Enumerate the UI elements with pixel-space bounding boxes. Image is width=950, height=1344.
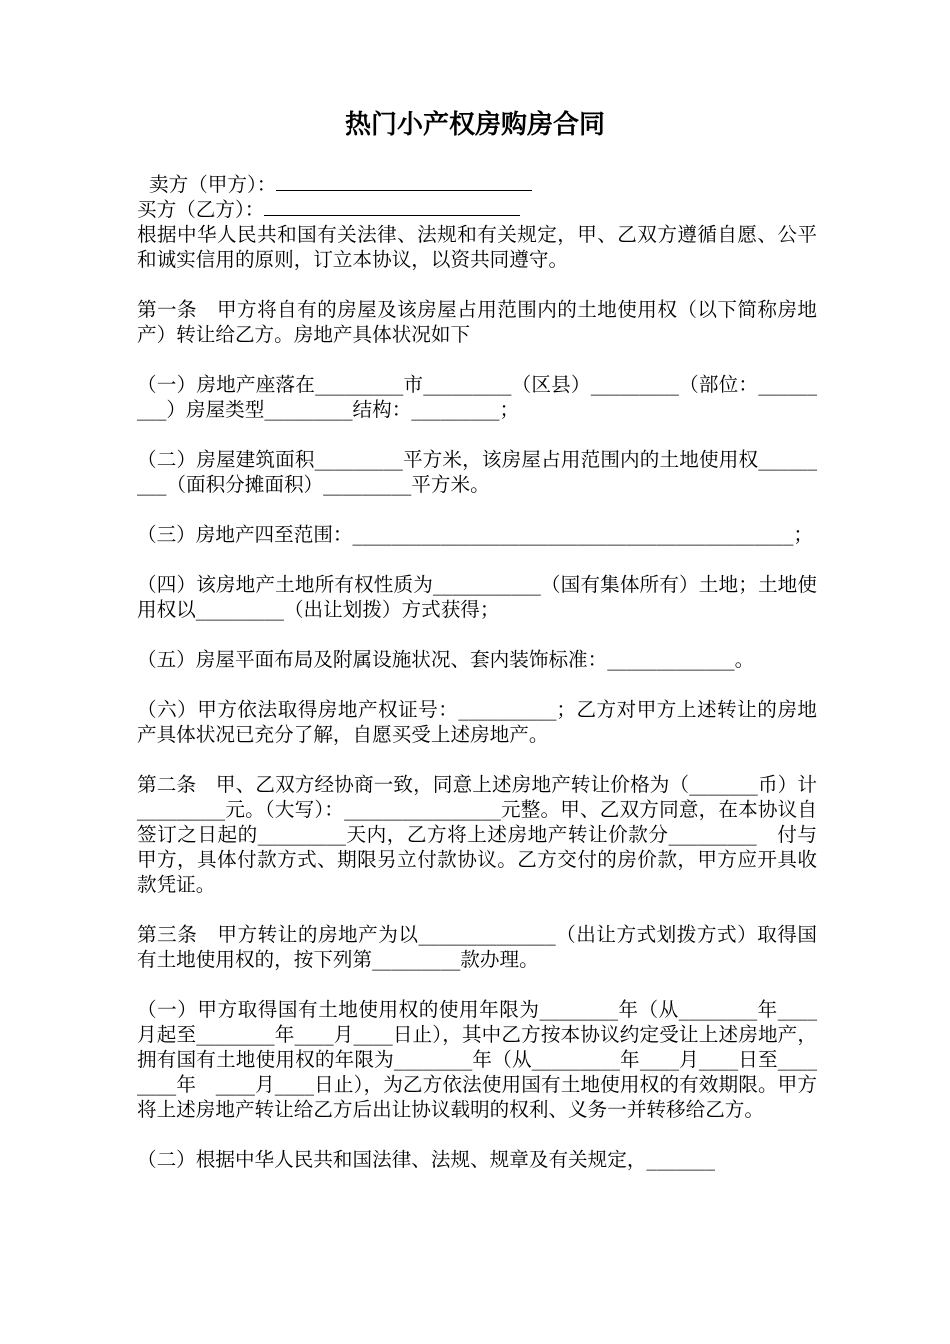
buyer-blank (264, 197, 520, 216)
item-5-layout-paragraph: （五）房屋平面布局及附属设施状况、套内装饰标准：_____________。 (137, 648, 755, 671)
article-3-paragraph: 第三条 甲方转让的房地产为以______________（出让方式划拨方式）取得国有土地使用权的，按下列第_________款办理。 (137, 923, 817, 971)
item-2-area-paragraph: （二）房屋建筑面积_________平方米，该房屋占用范围内的土地使用权_________（面积分摊面积）_________平方米。 (137, 448, 817, 496)
document-title: 热门小产权房购房合同 (344, 110, 605, 140)
article-3-item-2-paragraph: （二）根据中华人民共和国法律、法规、规章及有关规定，_______ (137, 1148, 716, 1171)
item-1-location-paragraph: （一）房地产座落在_________市_________（区县）_________（部位：_________）房屋类型_________结构：_________； (137, 373, 817, 421)
article-3-item-1-paragraph: （一）甲方取得国有土地使用权的使用年限为________年（从________年____月起至________年____月____日止），其中乙方按本协议约定受让上述房地产，拥有国有土地使用权的年限为________年（从_________年____月____日至________年 ____月____日止），为乙方依法使用国有土地使用权的有效期限。甲方将上述房地产转让给乙方后出让协议载明的权利、义务一并转移给乙方。 (137, 998, 817, 1121)
article-2-paragraph: 第二条 甲、乙双方经协商一致，同意上述房地产转让价格为（_______币）计_________元。（大写）：________________元整。甲、乙双方同意，在本协议自签订之日起的_________天内，乙方将上述房地产转让价款分_________ 付与甲方，具体付款方式、期限另立付款协议。乙方交付的房价款，甲方应开具收款凭证。 (137, 773, 817, 896)
preamble-paragraph: 根据中华人民共和国有关法律、法规和有关规定，甲、乙双方遵循自愿、公平和诚实信用的原则，订立本协议，以资共同遵守。 (137, 223, 817, 271)
item-4-land-ownership-paragraph: （四）该房地产土地所有权性质为___________（国有集体所有）土地；土地使用权以_________（出让划拨）方式获得； (137, 573, 817, 621)
item-6-certificate-paragraph: （六）甲方依法取得房地产权证号：__________；乙方对甲方上述转让的房地产具体状况已充分了解，自愿买受上述房地产。 (137, 698, 817, 746)
seller-blank (276, 172, 532, 191)
seller-line (137, 172, 817, 197)
buyer-label: 买方（乙方）： (137, 198, 265, 221)
buyer-line (137, 197, 817, 222)
seller-label: 卖方（甲方）： (149, 173, 277, 196)
document-body (137, 172, 817, 1172)
article-1-paragraph: 第一条 甲方将自有的房屋及该房屋占用范围内的土地使用权（以下简称房地产）转让给乙方。房地产具体状况如下 (137, 298, 817, 346)
item-3-boundary-paragraph: （三）房地产四至范围：_____________________________________________； (137, 523, 813, 546)
